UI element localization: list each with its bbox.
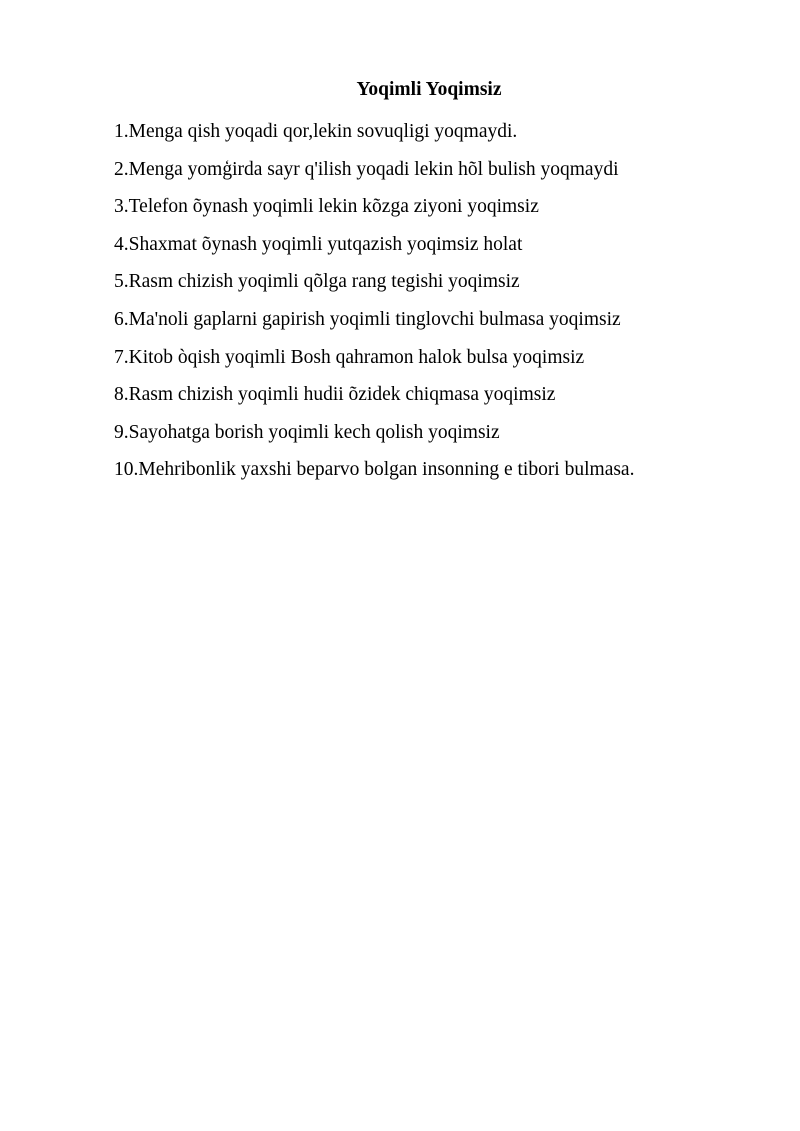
document-line-9: 9.Sayohatga borish yoqimli kech qolish yoqimsiz	[114, 421, 500, 443]
document-line-8: 8.Rasm chizish yoqimli hudii õzidek chiqmasa yoqimsiz	[114, 384, 556, 406]
document-title: Yoqimli Yoqimsiz	[356, 79, 502, 100]
document-line-3: 3.Telefon õynash yoqimli lekin kõzga ziyoni yoqimsiz	[114, 196, 539, 218]
document-line-6: 6.Ma'noli gaplarni gapirish yoqimli tinglovchi bulmasa yoqimsiz	[114, 308, 621, 330]
document-line-2: 2.Menga yomģirda sayr q'ilish yoqadi lekin hõl bulish yoqmaydi	[114, 158, 619, 180]
document-line-7: 7.Kitob òqish yoqimli Bosh qahramon halok bulsa yoqimsiz	[114, 346, 585, 368]
document-line-10: 10.Mehribonlik yaxshi beparvo bolgan insonning e tibori bulmasa.	[114, 459, 635, 481]
document-line-4: 4.Shaxmat õynash yoqimli yutqazish yoqimsiz holat	[114, 233, 523, 255]
document-lines	[114, 113, 774, 489]
document-line-5: 5.Rasm chizish yoqimli qõlga rang tegishi yoqimsiz	[114, 271, 520, 293]
document-line-1: 1.Menga qish yoqadi qor,lekin sovuqligi yoqmaydi.	[114, 121, 518, 142]
